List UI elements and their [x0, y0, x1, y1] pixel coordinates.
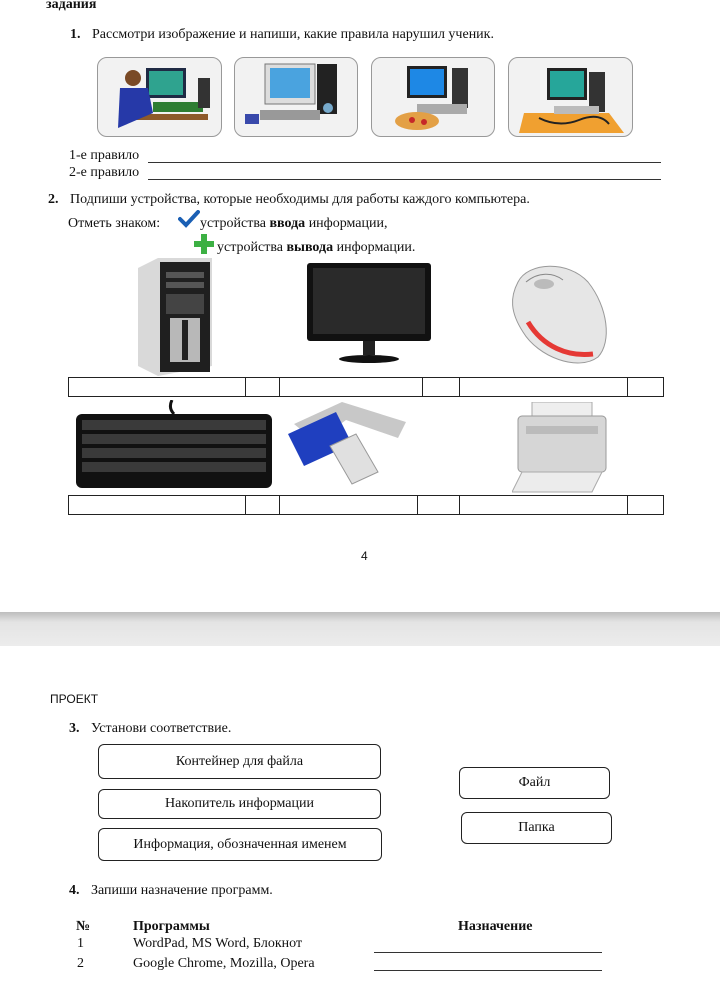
monitor-mark-cell[interactable] [423, 378, 460, 396]
answer-row-2[interactable] [68, 495, 664, 515]
named-information-box[interactable]: Информация, обозначенная именем [98, 828, 382, 861]
computer-with-food-image [234, 57, 358, 137]
keyboard-image [76, 400, 272, 490]
task2-text: Подпиши устройства, которые необходимы для работы каждого компьютера. [70, 192, 530, 207]
mark-prefix: Отметь знаком: [68, 216, 161, 231]
computer-with-pizza-image [371, 57, 495, 137]
output-devices-label: устройства вывода информации. [217, 240, 416, 255]
rule2-answer-line[interactable] [148, 179, 661, 180]
rule2-label: 2-е правило [69, 165, 140, 180]
system-unit-name-cell[interactable] [69, 378, 246, 396]
page-divider [0, 612, 720, 646]
task3-text: Установи соответствие. [91, 721, 232, 736]
keyboard-mark-cell[interactable] [246, 496, 280, 514]
plus-icon [193, 233, 215, 255]
task1-text: Рассмотри изображение и напиши, какие правила нарушил ученик. [92, 27, 494, 42]
page-number: 4 [361, 549, 368, 563]
task4-text: Запиши назначение программ. [91, 883, 273, 898]
input-devices-label: устройства ввода информации, [200, 216, 388, 231]
system-unit-image [138, 258, 212, 376]
task1-number: 1. [70, 27, 81, 42]
section-heading: задания [46, 0, 97, 12]
computer-with-cables-image [508, 57, 633, 137]
printer-name-cell[interactable] [460, 496, 628, 514]
purpose-answer-line-2[interactable] [374, 970, 602, 971]
rule1-answer-line[interactable] [148, 162, 661, 163]
folder-box[interactable]: Папка [461, 812, 612, 844]
storage-device-box[interactable]: Накопитель информации [98, 789, 381, 819]
container-for-file-box[interactable]: Контейнер для файла [98, 744, 381, 779]
task3-number: 3. [69, 721, 80, 736]
row-number: 2 [77, 956, 84, 971]
keyboard-name-cell[interactable] [69, 496, 246, 514]
purpose-answer-line-1[interactable] [374, 952, 602, 953]
usb-flash-drive-image [286, 394, 410, 490]
column-header-number: № [76, 919, 91, 934]
file-box[interactable]: Файл [459, 767, 610, 799]
printer-mark-cell[interactable] [628, 496, 663, 514]
rule1-label: 1-е правило [69, 148, 140, 163]
column-header-programs: Программы [133, 919, 210, 934]
task4-number: 4. [69, 883, 80, 898]
printer-image [512, 402, 612, 494]
checkmark-icon [178, 210, 200, 228]
row-programs: WordPad, MS Word, Блокнот [133, 936, 303, 951]
mouse-name-cell[interactable] [460, 378, 628, 396]
page-header: ПРОЕКТ [50, 692, 99, 706]
mouse-mark-cell[interactable] [628, 378, 663, 396]
row-number: 1 [77, 936, 84, 951]
task2-number: 2. [48, 192, 59, 207]
row-programs: Google Chrome, Mozilla, Opera [133, 956, 315, 971]
system-unit-mark-cell[interactable] [246, 378, 280, 396]
column-header-purpose: Назначение [458, 919, 533, 934]
monitor-image [307, 263, 431, 363]
user-at-computer-image [97, 57, 222, 137]
usb-flash-drive-name-cell[interactable] [280, 496, 419, 514]
usb-flash-drive-mark-cell[interactable] [418, 496, 460, 514]
mouse-image [508, 262, 616, 366]
